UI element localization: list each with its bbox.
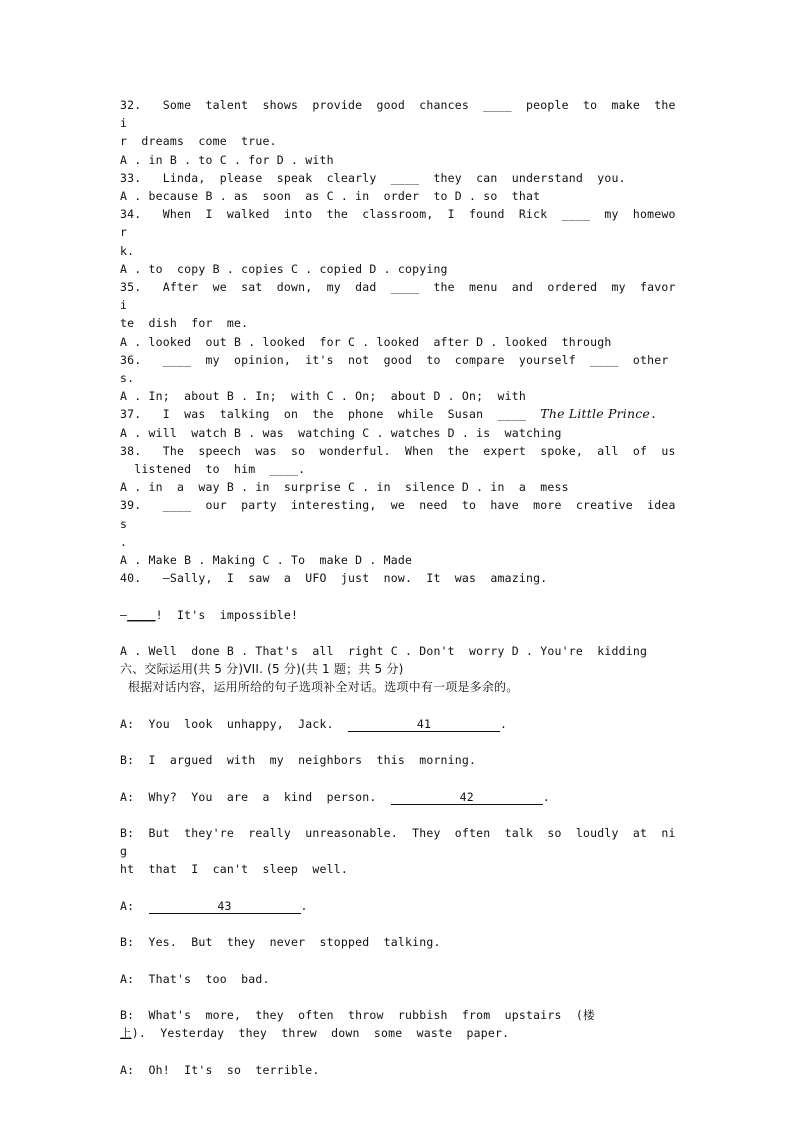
underlined-char: 上	[120, 1026, 132, 1041]
question-36	[120, 351, 676, 406]
question-text	[120, 405, 676, 423]
question-text: 40. —Sally, I saw a UFO just now. It was amazing.	[120, 571, 548, 586]
answer-options: A . Make B . Making C . To make D . Made	[120, 553, 413, 568]
answer-options: A . in a way B . in surprise C . in silence D . in a mess	[120, 480, 569, 495]
section-instruction: 根据对话内容，运用所给的句子选项补全对话。选项中有一项是多余的。	[120, 680, 519, 695]
dialogue-line-1	[120, 715, 676, 733]
dialogue-line-2: B: I argued with my neighbors this morning.	[120, 753, 477, 768]
answer-options: A . in B . to C . for D . with	[120, 152, 334, 167]
answer-options: A . because B . as soon as C . in order to D . so that	[120, 189, 541, 204]
question-33	[120, 169, 676, 205]
dialogue-text: ). Yesterday they threw down some waste paper.	[131, 1026, 510, 1041]
book-title: The Little Prince	[540, 406, 651, 422]
question-text-cont: r dreams come true.	[120, 134, 277, 149]
question-38	[120, 442, 676, 497]
question-text-cont: listened to him ____.	[120, 462, 306, 477]
dialogue-punct: .	[499, 716, 508, 731]
dialogue-punct: .	[542, 789, 550, 804]
reply-text: ! It's impossible!	[155, 607, 299, 622]
question-text: 39. ____ our party interesting, we need to have more creative ideas	[120, 498, 676, 531]
question-text: 32. Some talent shows provide good chances ____ people to make thei	[120, 98, 676, 131]
question-text: 34. When I walked into the classroom, I found Rick ____ my homewor	[120, 207, 676, 240]
answer-options: A . to copy B . copies C . copied D . copying	[120, 261, 448, 276]
answer-blank-43[interactable]: 43	[149, 899, 301, 914]
question-32	[120, 96, 676, 169]
dialogue-text: A: You look unhappy, Jack.	[120, 716, 348, 731]
question-text: 38. The speech was so wonderful. When the expert spoke, all of us	[120, 443, 676, 458]
answer-blank-42[interactable]: 42	[391, 790, 543, 805]
dialogue-text: A: Why? You are a kind person.	[120, 789, 391, 804]
dialogue-line-5	[120, 897, 676, 915]
dialogue-line-4: B: But they're really unreasonable. They often talk so loudly at nig	[120, 826, 676, 859]
dialogue-line-3	[120, 788, 676, 806]
section-heading: 六、交际运用(共 5 分)VII. (5 分)(共 1 题；共 5 分)	[120, 662, 404, 677]
answer-options: A . Well done B . That's all right C . Don't worry D . You're kidding	[120, 644, 648, 659]
answer-blank-41[interactable]: 41	[348, 717, 500, 732]
question-text-cont: k.	[120, 243, 135, 258]
dialogue-line-6: B: Yes. But they never stopped talking.	[120, 935, 441, 950]
dialogue-line-4-cont: ht that I can't sleep well.	[120, 862, 348, 877]
question-35	[120, 278, 676, 351]
question-39	[120, 496, 676, 569]
answer-options: A . looked out B . looked for C . looked after D . looked through	[120, 334, 612, 349]
question-reply	[120, 606, 676, 624]
question-text: 36. ____ my opinion, it's not good to compare yourself ____ others.	[120, 352, 669, 386]
question-text-cont: te dish for me.	[120, 316, 249, 331]
dialogue-line-9: A: Oh! It's so terrible.	[120, 1062, 320, 1077]
question-text-end: .	[650, 407, 658, 422]
dialogue-line-8: B: What's more, they often throw rubbish from upstairs (楼	[120, 1008, 595, 1022]
worksheet-page	[120, 96, 676, 1079]
question-text: 35. After we sat down, my dad ____ the menu and ordered my favori	[120, 280, 676, 313]
reply-dash: —	[120, 607, 128, 622]
dialogue-line-8-cont	[120, 1024, 676, 1042]
dialogue	[120, 715, 676, 1079]
question-text-cont: .	[120, 534, 128, 549]
answer-options: A . In; about B . In; with C . On; about D . On; with	[120, 389, 527, 404]
dialogue-line-7: A: That's too bad.	[120, 971, 270, 986]
question-text-start: 37. I was talking on the phone while Susan ____	[120, 407, 541, 422]
answer-options: A . will watch B . was watching C . watches D . is watching	[120, 425, 562, 440]
dialogue-text: A:	[120, 898, 149, 913]
question-40	[120, 569, 676, 660]
question-37	[120, 405, 676, 441]
reply-blank: ____	[127, 607, 156, 622]
question-34	[120, 205, 676, 278]
question-text: 33. Linda, please speak clearly ____ they can understand you.	[120, 170, 626, 185]
dialogue-punct: .	[300, 898, 308, 913]
